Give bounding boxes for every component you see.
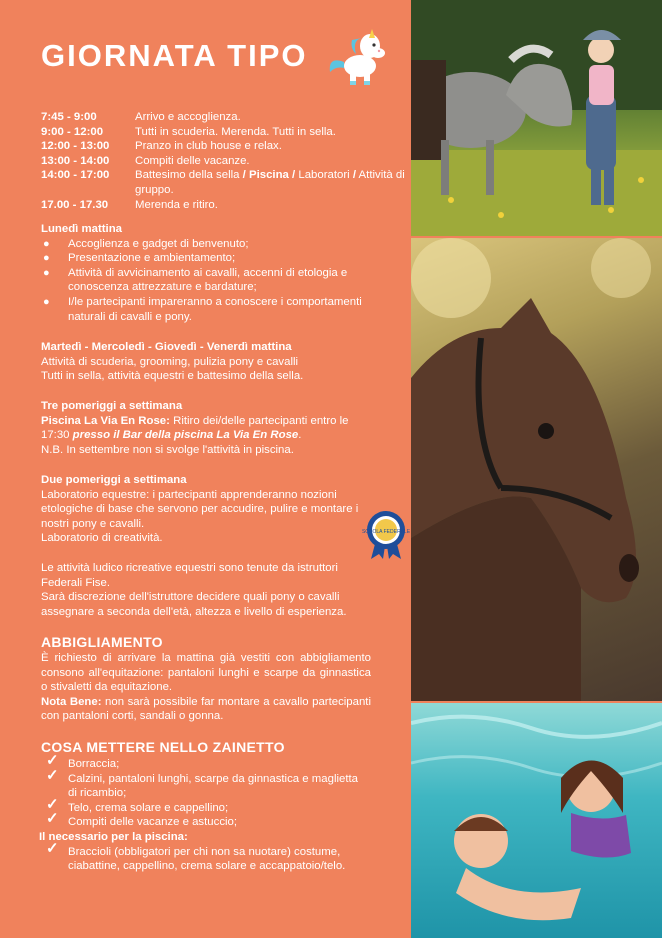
clothing-heading: ABBIGLIAMENTO [41,634,163,650]
check-icon: ✓ [46,795,59,813]
clothing-note: Nota Bene: non sarà possibile far montare a cavallo partecipanti con pantaloni corti, sandali o gonna. [41,695,372,723]
bullet-icon: ● [43,266,50,279]
pool-pickup-text: Piscina La Via En Rose: Ritiro dei/delle partecipanti entro le 17:30 presso il Bar della piscina La Via En Rose. [41,414,349,442]
list-item: ✓ Telo, crema solare e cappellino; [46,795,229,814]
list-item: ✓ Calzini, pantaloni lunghi, scarpe da ginnastica e maglietta di ricambio; [46,766,359,800]
photo-horse-head [411,238,662,701]
list-item: ✓ Compiti delle vacanze e astuccio; [46,810,238,829]
two-afternoons-section [41,473,371,546]
daily-schedule [41,110,411,212]
pool-items-list [41,839,361,874]
monday-list [41,237,371,325]
workshop-text: Laboratorio equestre: i partecipanti apprenderanno nozioni etologiche di base che servono per accudire, pulire e montare i nostri pony e cavalli. [41,488,359,530]
three-afternoons-section [41,399,371,457]
schedule-row: 14:00 - 17:00 Battesimo della sella / Piscina / Laboratori / Attività di gruppo. [41,168,411,197]
backpack-section [39,752,361,874]
check-icon: ✓ [46,766,59,784]
badge-text: SCUOLA FEDERALE [361,529,411,535]
schedule-row: 7:45 - 9:00 Arrivo e accoglienza. [41,111,241,123]
creativity-text: Laboratorio di creatività. [41,532,163,545]
instructors-section [41,561,371,619]
schedule-activity-rich: Battesimo della sella / Piscina / Laboratori / Attività di gruppo. [135,169,405,196]
check-icon: ✓ [46,810,59,828]
pool-note: N.B. In settembre non si svolge l'attività in piscina. [41,443,294,456]
unicorn-icon [322,26,392,88]
page-title: GIORNATA TIPO [41,38,308,73]
backpack-heading: COSA METTERE NELLO ZAINETTO [41,739,285,755]
three-afternoons-heading: Tre pomeriggi a settimana [41,400,183,412]
check-icon: ✓ [46,839,59,857]
schedule-row: 12:00 - 13:00 Pranzo in club house e relax. [41,140,282,153]
list-item: ● Presentazione e ambientamento; [43,252,236,265]
schedule-row: 13:00 - 14:00 Compiti delle vacanze. [41,154,250,167]
bullet-icon: ● [43,252,50,265]
list-item: ✓ Braccioli (obbligatori per chi non sa nuotare) costume, ciabattine, cappellino, crema solare e accappatoio/telo. [46,839,346,873]
weekdays-line: Tutti in sella, attività equestri e battesimo della sella. [41,370,304,383]
photo-children-swimming [411,703,662,938]
pool-photo-illustration [411,703,662,938]
check-icon: ✓ [46,752,59,769]
schedule-row: 9:00 - 12:00 Tutti in scuderia. Merenda. Tutti in sella. [41,125,336,138]
backpack-list [41,752,361,830]
list-item: ✓ Borraccia; [46,752,120,770]
bullet-icon: ● [43,237,50,250]
weekdays-section [41,340,371,384]
list-item: ● Accoglienza e gadget di benvenuto; [43,237,249,250]
monday-heading: Lunedì mattina [41,223,123,235]
photo-girl-with-pony [411,0,662,236]
horse-photo-illustration [411,238,662,701]
clothing-section [41,651,371,724]
schedule-row: 17.00 - 17.30 Merenda e ritiro. [41,198,218,211]
weekdays-line: Attività di scuderia, grooming, pulizia pony e cavalli [41,355,299,368]
two-afternoons-heading: Due pomeriggi a settimana [41,474,187,486]
list-item: ● Attività di avvicinamento ai cavalli, accenni di etologia e conoscenza attrezzature e bardature; [43,266,348,294]
pool-items-heading: Il necessario per la piscina: [39,830,188,843]
list-item: ● I/le partecipanti impareranno a conoscere i comportamenti naturali di cavalli e pony. [43,295,362,323]
monday-section [41,222,371,324]
instructors-text: Le attività ludico ricreative equestri sono tenute da istruttori Federali Fise. [41,562,338,589]
federal-school-badge [361,508,411,560]
weekdays-heading: Martedì - Mercoledì - Giovedì - Venerdì mattina [41,341,292,353]
bullet-icon: ● [43,295,50,308]
pony-photo-illustration [411,0,662,236]
clothing-text: È richiesto di arrivare la mattina già vestiti con abbigliamento consono all'equitazione: pantaloni lunghi e scarpe da ginnastica o stivaletti da equitazione. [41,652,371,694]
assignment-text: Sarà discrezione dell'istruttore decidere quali pony o cavalli assegnare a seconda dell'età, altezza e livello di esperienza. [41,591,347,618]
